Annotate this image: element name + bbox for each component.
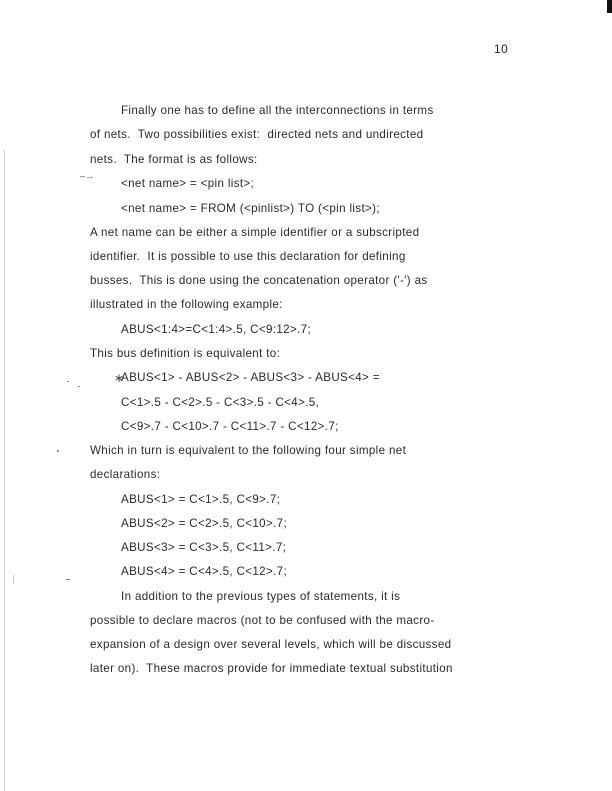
- scan-speck: [78, 386, 80, 387]
- paragraph-line: declarations:: [90, 468, 161, 481]
- arrow-mark-icon: –→: [80, 171, 95, 181]
- scan-speck: [13, 575, 14, 583]
- paragraph-line: illustrated in the following example:: [90, 298, 283, 311]
- code-line: ABUS<3> = C<3>.5, C<11>.7;: [121, 541, 287, 554]
- paragraph-line: expansion of a design over several levels, which will be discussed: [90, 638, 452, 651]
- paragraph-line: nets. The format is as follows:: [90, 153, 258, 166]
- page-number: 10: [494, 42, 509, 56]
- scan-speck: [67, 381, 69, 382]
- code-line: ABUS<1> - ABUS<2> - ABUS<3> - ABUS<4> =: [121, 371, 380, 384]
- paragraph-line: Which in turn is equivalent to the following four simple net: [90, 444, 407, 457]
- code-line: ABUS<1> = C<1>.5, C<9>.7;: [121, 493, 281, 506]
- paragraph-line: This bus definition is equivalent to:: [90, 347, 281, 360]
- code-line: ABUS<1:4>=C<1:4>.5, C<9:12>.7;: [121, 323, 312, 336]
- paragraph-line: of nets. Two possibilities exist: directed nets and undirected: [90, 128, 424, 141]
- corner-mark: [607, 0, 612, 13]
- scan-speck: [57, 450, 59, 452]
- paragraph-line: later on). These macros provide for immediate textual substitution: [90, 662, 453, 675]
- paragraph-line: possible to declare macros (not to be confused with the macro-: [90, 614, 435, 627]
- code-line: ABUS<2> = C<2>.5, C<10>.7;: [121, 517, 288, 530]
- paragraph-line: busses. This is done using the concatenation operator ('-') as: [90, 274, 428, 287]
- paragraph-line: identifier. It is possible to use this declaration for defining: [90, 250, 406, 263]
- code-line: C<9>.7 - C<10>.7 - C<11>.7 - C<12>.7;: [121, 420, 339, 433]
- paragraph-line: In addition to the previous types of statements, it is: [121, 590, 401, 603]
- paragraph-line: A net name can be either a simple identifier or a subscripted: [90, 226, 420, 239]
- code-line: C<1>.5 - C<2>.5 - C<3>.5 - C<4>.5,: [121, 396, 320, 409]
- code-line: ABUS<4> = C<4>.5, C<12>.7;: [121, 565, 288, 578]
- code-line: <net name> = <pin list>;: [121, 177, 255, 190]
- scan-speck: [66, 579, 70, 580]
- code-line: <net name> = FROM (<pinlist>) TO (<pin list>);: [121, 202, 380, 215]
- margin-rule: [4, 150, 5, 791]
- paragraph-line: Finally one has to define all the interconnections in terms: [121, 104, 434, 117]
- dash-mark-icon: ∗: [114, 371, 125, 385]
